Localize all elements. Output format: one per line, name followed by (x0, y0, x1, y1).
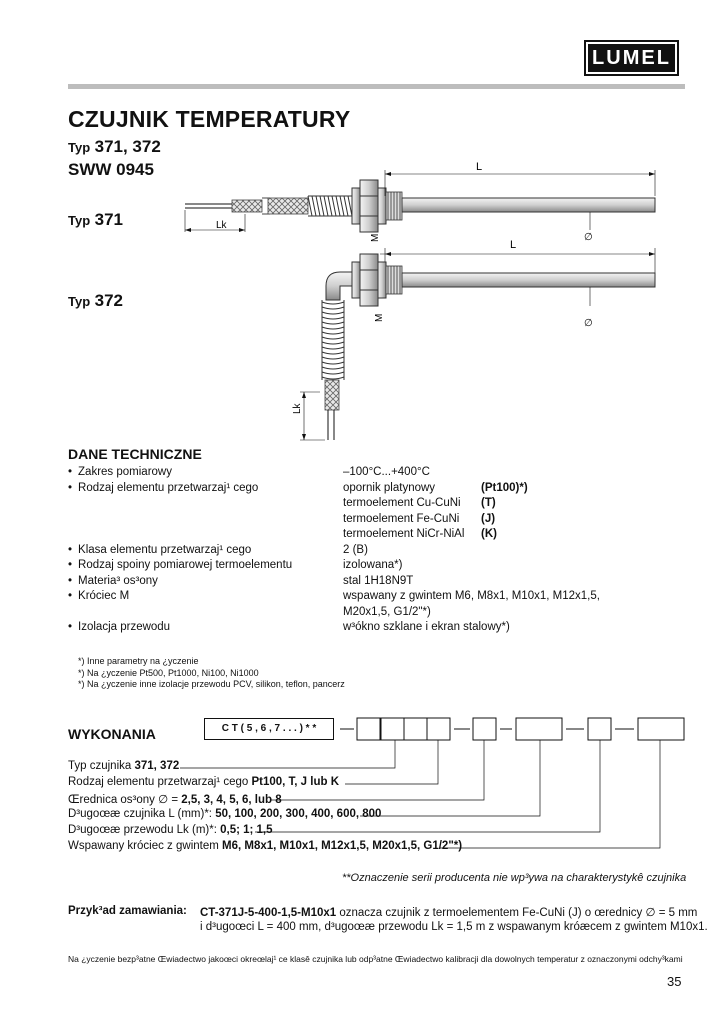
typ-prefix: Typ (68, 140, 91, 155)
spec-row (68, 512, 688, 528)
spec-value: w³ókno szklane i ekran stalowy*) (343, 621, 510, 633)
spec-row (68, 574, 688, 590)
typ372-drawing (292, 239, 655, 440)
dim-label-L2: L (510, 239, 517, 251)
wykonania-row (68, 808, 381, 824)
hex-nut (360, 254, 378, 306)
spec-value: wspawany z gwintem M6, M8x1, M10x1, M12x1,5, (343, 590, 600, 602)
wykonania-row (68, 792, 282, 808)
cable-braid (325, 380, 339, 410)
spec-code: (Pt100)*) (481, 481, 528, 494)
spec-label: • Materia³ os³ony (68, 574, 158, 590)
bottom-note: Na ¿yczenie bezp³atne Œwiadectwo jakoœci okreœlaj¹ ce klasê czujnika lub odp³atne Œwiadectwo kalibracji dla dowolnych temperatur z oznaczonymi odchy³kami (68, 954, 683, 964)
cable-braid (232, 200, 262, 212)
sww-code: SWW 0945 (68, 160, 154, 179)
example-line1-text: oznacza czujnik z termoelementem Fe-CuNi (J) o œrednicy ∅ = 5 mm (336, 907, 698, 919)
spec-value: izolowana*) (343, 559, 403, 571)
spec-row (68, 620, 688, 636)
wykonania-row (68, 824, 273, 840)
example-label (68, 905, 187, 917)
dim-label-Lk: Lk (216, 220, 227, 231)
footnote: *) Inne parametry na ¿yczenie (78, 656, 199, 666)
spec-label: • Izolacja przewodu (68, 620, 170, 636)
wykonania-row-text: Typ czujnika (68, 760, 135, 772)
page-title: CZUJNIK TEMPERATURY (68, 106, 351, 132)
wykonania-row (68, 776, 339, 792)
wykonania-row-text: Œrednica os³ony ∅ = (68, 794, 182, 806)
spec-row (68, 589, 688, 605)
spec-code: (K) (481, 528, 497, 540)
typ-values: 371, 372 (94, 137, 161, 156)
wykonania-row-options: 50, 100, 200, 300, 400, 600, 800 (215, 808, 382, 820)
series-note: **Oznaczenie serii producenta nie wp³ywa na charakterystykê czujnika (342, 872, 687, 884)
wykonania-row-options: M6, M8x1, M10x1, M12x1,5, M20x1,5, G1/2"*) (222, 840, 463, 852)
code-box: C T ( 5 , 6 , 7 . . . ) * * (204, 718, 334, 740)
spring-coil (308, 196, 352, 216)
wykonania-row-options: 0,5; 1; 1,5 (220, 824, 273, 836)
dane-title: DANE TECHNICZNE (68, 446, 202, 462)
footnote: *) Na ¿yczenie inne izolacje przewodu PCV, silikon, teflon, pancerz (78, 679, 345, 689)
footnote: *) Na ¿yczenie Pt500, Pt1000, Ni100, Ni1000 (78, 667, 259, 678)
nut-washer (352, 188, 360, 224)
spec-row (68, 543, 688, 559)
dim-label-M: M (370, 233, 381, 242)
wykonania-row-text: Wspawany króciec z gwintem (68, 840, 223, 852)
page-number: 35 (667, 974, 682, 989)
wykonania-row-options: 371, 372 (134, 760, 180, 772)
spec-value: termoelement Fe-CuNi (343, 512, 460, 525)
wykonania-row-text: D³ugoœæ czujnika L (mm)*: (68, 808, 216, 820)
wykonania-title: WYKONANIA (68, 726, 156, 742)
logo-text: LUMEL (588, 44, 675, 72)
wykonania-row-options: Pt100, T, J lub K (251, 776, 340, 788)
typ371-prefix: Typ (68, 213, 91, 228)
dim-label-diam2: ∅ (584, 318, 593, 329)
spec-label: • Klasa elementu przetwarzaj¹ cego (68, 543, 251, 559)
sensor-rod (402, 273, 655, 287)
wykonania-row-options: 2,5, 3, 4, 5, 6, lub 8 (181, 794, 282, 806)
dim-label-diam: ∅ (584, 232, 593, 243)
typ371-value: 371 (94, 210, 123, 229)
typ371-drawing (185, 161, 655, 243)
example-line1 (200, 905, 697, 919)
example-line2: i d³ugoœci L = 400 mm, d³ugoœæ przewodu Lk = 1,5 m z wspawanym króæcem z gwintem M10x1. (200, 921, 708, 933)
spec-value: –100°C...+400°C (343, 466, 430, 478)
spec-value: 2 (B) (343, 543, 368, 556)
spec-value: opornik platynowy (343, 481, 436, 494)
spec-row (68, 481, 688, 497)
spec-row (68, 496, 688, 512)
spec-value: termoelement Cu-CuNi (343, 497, 461, 509)
example-code: CT-371J-5-400-1,5-M10x1 (200, 907, 337, 919)
example-label-text: Przyk³ad zamawiania: (68, 905, 187, 917)
spec-row (68, 558, 688, 574)
spec-code: (T) (481, 497, 496, 509)
wykonania-row-text: Rodzaj elementu przetwarzaj¹ cego (68, 776, 252, 788)
spring-coil (322, 300, 344, 380)
spec-label: • Zakres pomiarowy (68, 465, 172, 481)
spec-label: • Króciec M (68, 589, 129, 605)
spec-label: • Rodzaj spoiny pomiarowej termoelementu (68, 558, 292, 574)
wykonania-row-text: D³ugoœæ przewodu Lk (m)*: (68, 824, 221, 836)
dim-label-M2: M (374, 313, 385, 322)
spec-value: termoelement NiCr-NiAl (343, 528, 465, 540)
typ372-prefix: Typ (68, 294, 91, 309)
sensor-rod (402, 198, 655, 212)
spec-value: M20x1,5, G1/2"*) (343, 605, 431, 618)
dim-label-L: L (476, 161, 483, 173)
dim-label-Lk2: Lk (292, 403, 303, 414)
spec-label: • Rodzaj elementu przetwarzaj¹ cego (68, 481, 258, 497)
hex-nut (360, 180, 378, 232)
spec-row (68, 465, 688, 481)
spec-row (68, 605, 688, 621)
wykonania-row (68, 840, 462, 856)
spec-code: (J) (481, 512, 496, 525)
thread (386, 192, 402, 220)
sensor-drawing (0, 0, 725, 450)
spec-row (68, 527, 688, 543)
spec-value: stal 1H18N9T (343, 574, 414, 587)
typ372-value: 372 (94, 291, 123, 310)
wykonania-row (68, 760, 179, 776)
